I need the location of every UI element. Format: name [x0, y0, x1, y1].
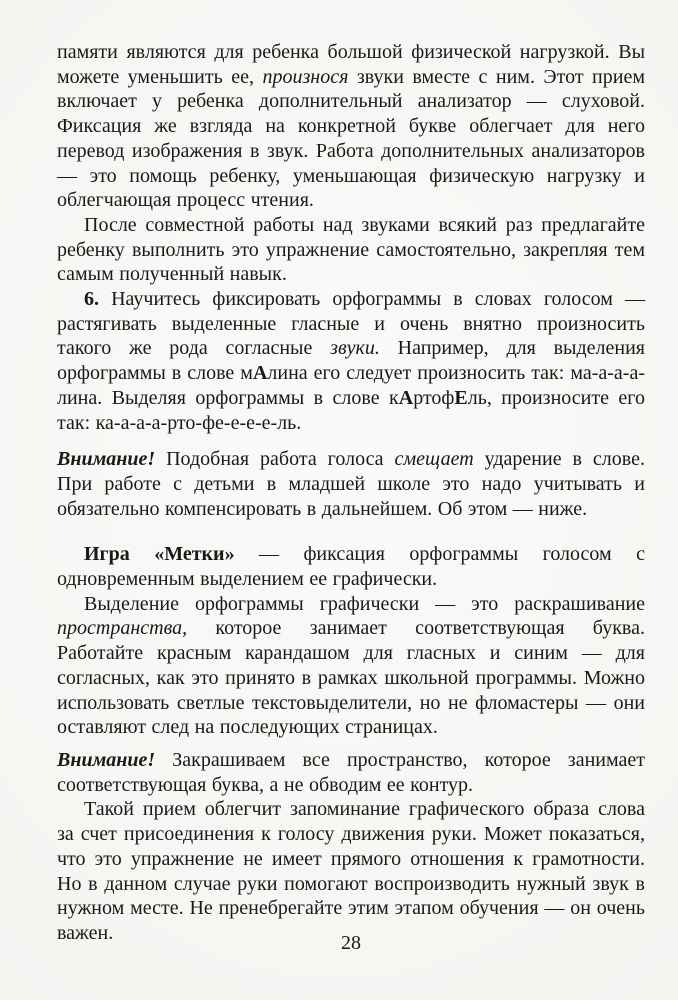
body-paragraph — [57, 797, 645, 945]
text-run: Выделение орфограммы графически — это раскрашивание — [84, 592, 645, 615]
text-run: ртоф — [413, 386, 455, 409]
body-paragraph — [57, 542, 645, 591]
text-run: Е — [454, 386, 468, 409]
attention-paragraph — [57, 748, 645, 797]
text-run: Такой прием облегчит запоминание графического образа слова за счет присоединения к голосу движения руки. Может показаться, что это упражнение не имеет прямого отношения к грамотности. Но в данном случае руки помогают воспроизводить нужный звук в нужном месте. Не пренебрегайте этим этапом обучения — он очень важен. — [57, 798, 645, 944]
attention-paragraph — [57, 447, 645, 521]
body-paragraph — [57, 592, 645, 740]
body-paragraph — [57, 40, 645, 213]
page-text-body — [57, 40, 645, 946]
text-run: Закрашиваем все пространство, которое занимает соответствующая буква, а не обводим ее контур. — [57, 748, 645, 796]
text-run: смещает — [394, 448, 474, 471]
text-run: звуки вместе с ним. Этот прием включает у ребенка дополнительный анализатор — слуховой. Фиксация же взгляда на конкретной букве облегчает для него перевод изображения в звук. Работа дополнительных анализаторов — это помощь ребенку, уменьшающая физическую нагрузку и облегчающая процесс чтения. — [57, 65, 645, 212]
text-run: После совместной работы над звуками всякий раз предлагайте ребенку выполнить это упражнение самостоятельно, закрепляя тем самым полученный навык. — [57, 213, 645, 286]
text-run: пространства, — [57, 617, 188, 640]
text-run: лина его следует произносить так: ма-а-а-а-лина. Выделяя орфограммы в слове к — [57, 362, 645, 409]
text-run: ль, произносите его так: ка-а-а-а-рто-фе-е-е-е-ль. — [57, 386, 646, 434]
text-run: Внимание! — [57, 748, 156, 771]
text-run: звуки. — [330, 337, 380, 360]
text-run: А — [398, 386, 414, 409]
body-paragraph — [57, 213, 645, 287]
text-run: Например, для выделения орфограммы в слове м — [57, 337, 645, 385]
text-run: Научитесь фиксировать орфограммы в словах голосом — растягивать выделенные гласные и очень внятно произносить такого же рода согласные — [57, 288, 645, 360]
text-run: А — [252, 362, 268, 385]
text-run: Игра «Метки» — [84, 543, 235, 566]
text-run: памяти являются для ребенка большой физической нагрузкой. Вы можете уменьшить ее, — [57, 41, 645, 88]
body-paragraph — [57, 287, 645, 435]
text-run: Внимание! — [57, 448, 156, 471]
text-run: ударение в слове. При работе с детьми в младшей школе это надо учитывать и обязательно компенсировать в дальнейшем. Об этом — ниже. — [57, 448, 645, 520]
text-run: — фиксация орфограммы голосом с одновременным выделением ее графически. — [57, 543, 646, 591]
text-run: произнося — [262, 65, 349, 88]
text-run: которое занимает соответствующая буква. Работайте красным карандашом для гласных и синим — для согласных, как это принято в рамках школьной программы. Можно использовать светлые текстовыделители, но не фломастеры — они оставляют след на последующих страницах. — [57, 617, 645, 739]
page-number: 28 — [341, 932, 361, 954]
text-run: 6. — [84, 288, 99, 311]
text-run: Подобная работа голоса — [155, 448, 395, 471]
